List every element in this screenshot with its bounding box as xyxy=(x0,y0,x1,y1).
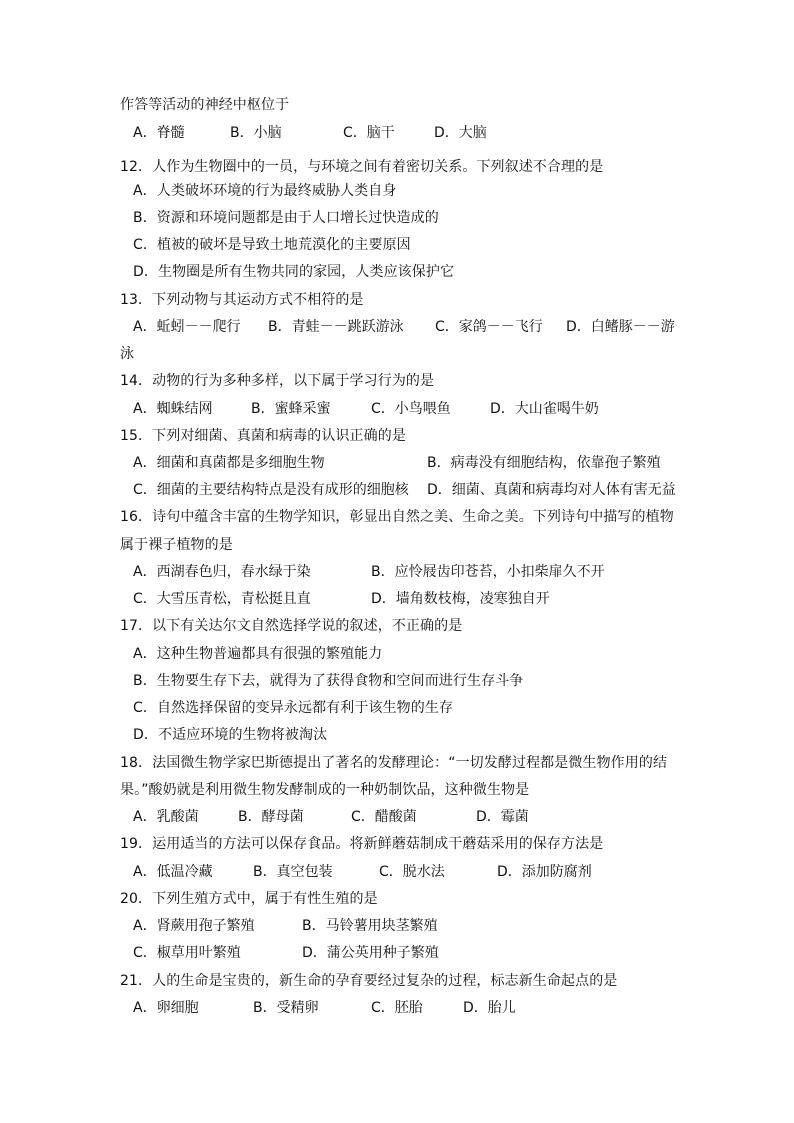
q19-option-c: C．脱水法 xyxy=(379,864,445,880)
question-14-stem: 14．动物的行为多种多样，以下属于学习行为的是 xyxy=(120,373,435,389)
q13-option-d: D．白鳍豚－－游 xyxy=(566,319,675,335)
q17-option-b: B．生物要生存下去，就得为了获得食物和空间而进行生存斗争 xyxy=(133,673,524,689)
q17-option-d: D．不适应环境的生物将被淘汰 xyxy=(133,727,328,743)
q14-option-d: D．大山雀喝牛奶 xyxy=(490,401,599,417)
q15-option-d: D．细菌、真菌和病毒均对人体有害无益 xyxy=(427,482,676,498)
q13-option-c: C．家鸽－－飞行 xyxy=(435,319,543,335)
q13-option-d-wrap: 泳 xyxy=(120,346,135,362)
q18-option-b: B．酵母菌 xyxy=(238,809,304,825)
question-18-stem-cont: 果。”酸奶就是利用微生物发酵制成的一种奶制饮品，这种微生物是 xyxy=(120,782,530,798)
q21-option-d: D．胎儿 xyxy=(463,1000,516,1016)
q15-option-c: C．细菌的主要结构特点是没有成形的细胞核 xyxy=(133,482,409,498)
question-18-stem: 18．法国微生物学家巴斯德提出了著名的发酵理论：“一切发酵过程都是微生物作用的结 xyxy=(120,755,668,771)
q11-option-b: B．小脑 xyxy=(230,125,282,141)
question-21-stem: 21．人的生命是宝贵的，新生命的孕育要经过复杂的过程，标志新生命起点的是 xyxy=(120,973,618,989)
q19-option-d: D．添加防腐剂 xyxy=(497,864,592,880)
q13-option-b: B．青蛙－－跳跃游泳 xyxy=(268,319,404,335)
q15-option-b: B．病毒没有细胞结构，依靠孢子繁殖 xyxy=(427,455,661,471)
q21-option-c: C．胚胎 xyxy=(371,1000,423,1016)
q21-option-a: A．卵细胞 xyxy=(133,1000,199,1016)
q18-option-d: D．霉菌 xyxy=(476,809,529,825)
question-11-continuation: 作答等活动的神经中枢位于 xyxy=(120,97,290,113)
q12-option-c: C．植被的破坏是导致土地荒漠化的主要原因 xyxy=(133,237,411,253)
q18-option-a: A．乳酸菌 xyxy=(133,809,199,825)
q16-option-a: A．西湖春色归，春水绿于染 xyxy=(133,564,311,580)
question-17-stem: 17．以下有关达尔文自然选择学说的叙述，不正确的是 xyxy=(120,618,463,634)
q19-option-b: B．真空包装 xyxy=(253,864,333,880)
q12-option-d: D．生物圈是所有生物共同的家园，人类应该保护它 xyxy=(133,264,455,280)
q16-option-d: D．墙角数枝梅，凌寒独自开 xyxy=(371,591,550,607)
q19-option-a: A．低温冷藏 xyxy=(133,864,213,880)
question-12-stem: 12．人作为生物圈中的一员，与环境之间有着密切关系。下列叙述不合理的是 xyxy=(120,159,604,175)
q11-option-a: A．脊髓 xyxy=(133,125,185,141)
q14-option-c: C．小鸟喂鱼 xyxy=(371,401,451,417)
question-19-stem: 19．运用适当的方法可以保存食品。将新鲜蘑菇制成干蘑菇采用的保存方法是 xyxy=(120,836,604,852)
question-16-stem: 16．诗句中蕴含丰富的生物学知识，彰显出自然之美、生命之美。下列诗句中描写的植物 xyxy=(120,509,674,525)
q20-option-a: A．肾蕨用孢子繁殖 xyxy=(133,918,255,934)
q21-option-b: B．受精卵 xyxy=(253,1000,319,1016)
q13-option-a: A．蚯蚓－－爬行 xyxy=(133,319,241,335)
q20-option-b: B．马铃薯用块茎繁殖 xyxy=(302,918,438,934)
q16-option-c: C．大雪压青松，青松挺且直 xyxy=(133,591,311,607)
q12-option-b: B．资源和环境问题都是由于人口增长过快造成的 xyxy=(133,210,439,226)
q17-option-c: C．自然选择保留的变异永远都有利于该生物的生存 xyxy=(133,700,454,716)
q17-option-a: A．这种生物普遍都具有很强的繁殖能力 xyxy=(133,646,383,662)
question-13-stem: 13．下列动物与其运动方式不相符的是 xyxy=(120,292,364,308)
question-16-stem-cont: 属于裸子植物的是 xyxy=(120,537,233,553)
q15-option-a: A．细菌和真菌都是多细胞生物 xyxy=(133,455,325,471)
q14-option-a: A．蜘蛛结网 xyxy=(133,401,213,417)
q16-option-b: B．应怜屐齿印苍苔，小扣柴扉久不开 xyxy=(371,564,605,580)
q18-option-c: C．醋酸菌 xyxy=(351,809,417,825)
q14-option-b: B．蜜蜂采蜜 xyxy=(251,401,331,417)
q20-option-c: C．椒草用叶繁殖 xyxy=(133,945,241,961)
q12-option-a: A．人类破坏环境的行为最终威胁人类自身 xyxy=(133,183,397,199)
question-20-stem: 20．下列生殖方式中，属于有性生殖的是 xyxy=(120,891,378,907)
q11-option-c: C．脑干 xyxy=(343,125,395,141)
question-15-stem: 15．下列对细菌、真菌和病毒的认识正确的是 xyxy=(120,428,406,444)
q11-option-d: D．大脑 xyxy=(434,125,487,141)
q20-option-d: D．蒲公英用种子繁殖 xyxy=(302,945,439,961)
